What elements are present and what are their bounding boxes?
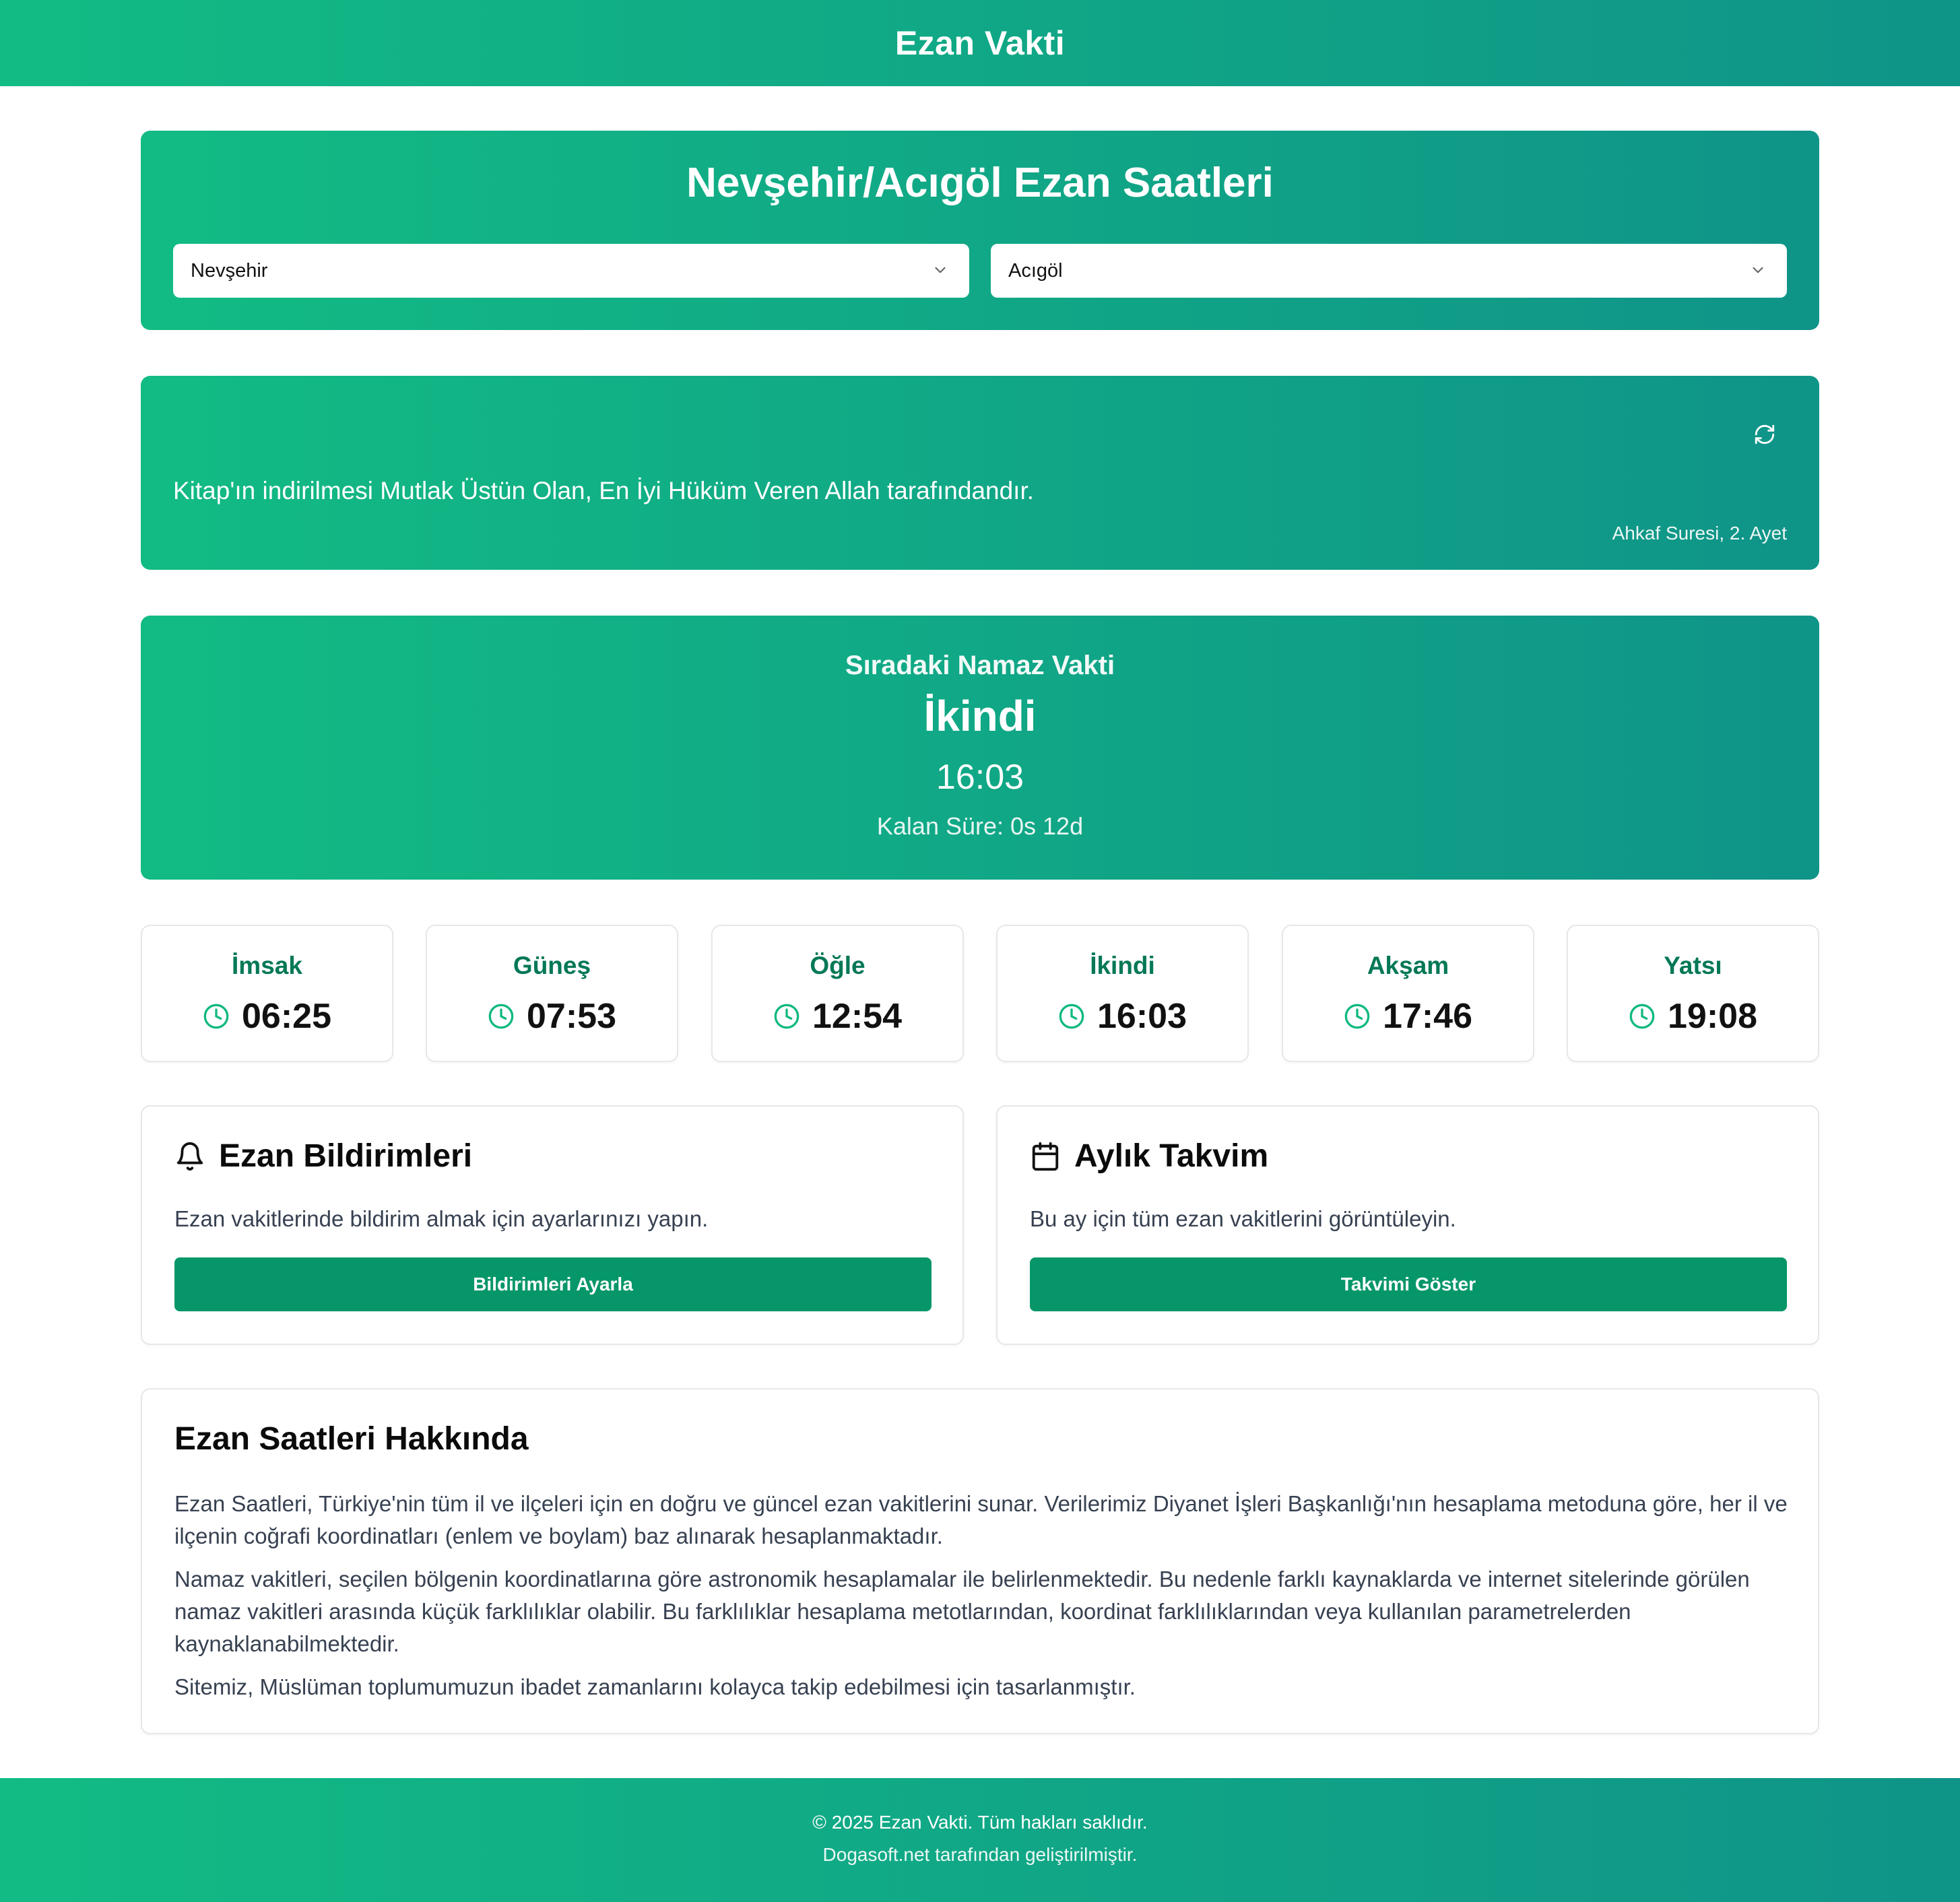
clock-icon	[773, 1003, 800, 1030]
prayer-time-value: 12:54	[812, 997, 902, 1036]
about-paragraph: Ezan Saatleri, Türkiye'nin tüm il ve ilçeleri için en doğru ve güncel ezan vakitlerini sunar. Verilerimiz Diyanet İşleri Başkanlığı'nın hesaplama metoduna göre, her il ve ilçenin coğrafi koordinatları (enlem ve boylam) baz alınarak hesaplanmaktadır.	[174, 1491, 1788, 1548]
prayer-time-card	[426, 925, 678, 1062]
clock-icon	[1344, 1003, 1371, 1030]
prayer-name: İkindi	[1090, 952, 1155, 979]
about-paragraph: Namaz vakitleri, seçilen bölgenin koordinatlarına göre astronomik hesaplamalar ile belirlenmektedir. Bu nedenle farklı kaynaklarda ve internet sitelerinde görülen namaz vakitleri arasında küçük farklılıklar olabilir. Bu farklılıklar hesaplama metotlarından, koordinat farklılıklarından veya kullanılan parametrelerden kaynaklanabilmektedir.	[174, 1567, 1750, 1656]
notifications-card	[141, 1105, 964, 1345]
page-title: Nevşehir/Acıgöl Ezan Saatleri	[686, 160, 1274, 206]
city-select[interactable]	[173, 244, 969, 298]
next-prayer-name: İkindi	[923, 692, 1037, 740]
prayer-time-card	[141, 925, 393, 1062]
clock-icon	[203, 1003, 230, 1030]
calendar-title: Aylık Takvim	[1074, 1138, 1269, 1174]
about-title: Ezan Saatleri Hakkında	[174, 1421, 529, 1457]
notifications-title: Ezan Bildirimleri	[219, 1138, 473, 1174]
top-bar	[0, 0, 1960, 86]
configure-notifications-button[interactable]: Bildirimleri Ayarla	[174, 1257, 932, 1311]
prayer-name: Yatsı	[1664, 952, 1722, 979]
verse-text: Kitap'ın indirilmesi Mutlak Üstün Olan, En İyi Hüküm Veren Allah tarafındandır.	[173, 477, 1035, 504]
chevron-down-icon	[1749, 261, 1767, 279]
verse-card	[141, 376, 1819, 570]
prayer-time-value: 17:46	[1383, 997, 1472, 1036]
bell-icon	[174, 1141, 205, 1172]
footer-copyright: © 2025 Ezan Vakti. Tüm hakları saklıdır.	[812, 1812, 1148, 1833]
prayer-time-value: 07:53	[527, 997, 616, 1036]
footer	[0, 1778, 1960, 1902]
next-prayer-time: 16:03	[936, 758, 1024, 797]
prayer-time-card	[1282, 925, 1534, 1062]
prayer-time-card	[996, 925, 1249, 1062]
calendar-icon	[1030, 1141, 1061, 1172]
city-select-value: Nevşehir	[191, 259, 268, 282]
prayer-time-value: 06:25	[242, 997, 331, 1036]
calendar-card	[996, 1105, 1819, 1345]
next-prayer-label: Sıradaki Namaz Vakti	[845, 651, 1115, 680]
prayer-time-value: 16:03	[1097, 997, 1187, 1036]
district-select[interactable]	[991, 244, 1787, 298]
clock-icon	[1058, 1003, 1085, 1030]
calendar-description: Bu ay için tüm ezan vakitlerini görüntüleyin.	[1030, 1206, 1456, 1231]
clock-icon	[488, 1003, 515, 1030]
next-prayer-card	[141, 616, 1819, 880]
verse-reference: Ahkaf Suresi, 2. Ayet	[1612, 523, 1787, 544]
clock-icon	[1629, 1003, 1656, 1030]
footer-credit: Dogasoft.net tarafından geliştirilmiştir.	[822, 1844, 1138, 1865]
app-title: Ezan Vakti	[894, 24, 1066, 62]
about-card	[141, 1388, 1819, 1734]
prayer-time-card	[711, 925, 964, 1062]
chevron-down-icon	[932, 261, 949, 279]
about-paragraph: Sitemiz, Müslüman toplumumuzun ibadet zamanlarını kolayca takip edebilmesi için tasarlanmıştır.	[174, 1674, 1136, 1699]
district-select-value: Acıgöl	[1008, 259, 1063, 282]
location-card	[141, 131, 1819, 330]
refresh-icon[interactable]	[1753, 423, 1776, 446]
prayer-name: Öğle	[810, 952, 865, 979]
show-calendar-button[interactable]: Takvimi Göster	[1030, 1257, 1787, 1311]
prayer-time-value: 19:08	[1668, 997, 1757, 1036]
prayer-name: Güneş	[513, 952, 591, 979]
notifications-description: Ezan vakitlerinde bildirim almak için ayarlarınızı yapın.	[174, 1206, 709, 1231]
prayer-name: İmsak	[232, 952, 302, 979]
remaining-time: Kalan Süre: 0s 12d	[876, 812, 1084, 840]
prayer-time-card	[1567, 925, 1819, 1062]
prayer-name: Akşam	[1367, 952, 1449, 979]
